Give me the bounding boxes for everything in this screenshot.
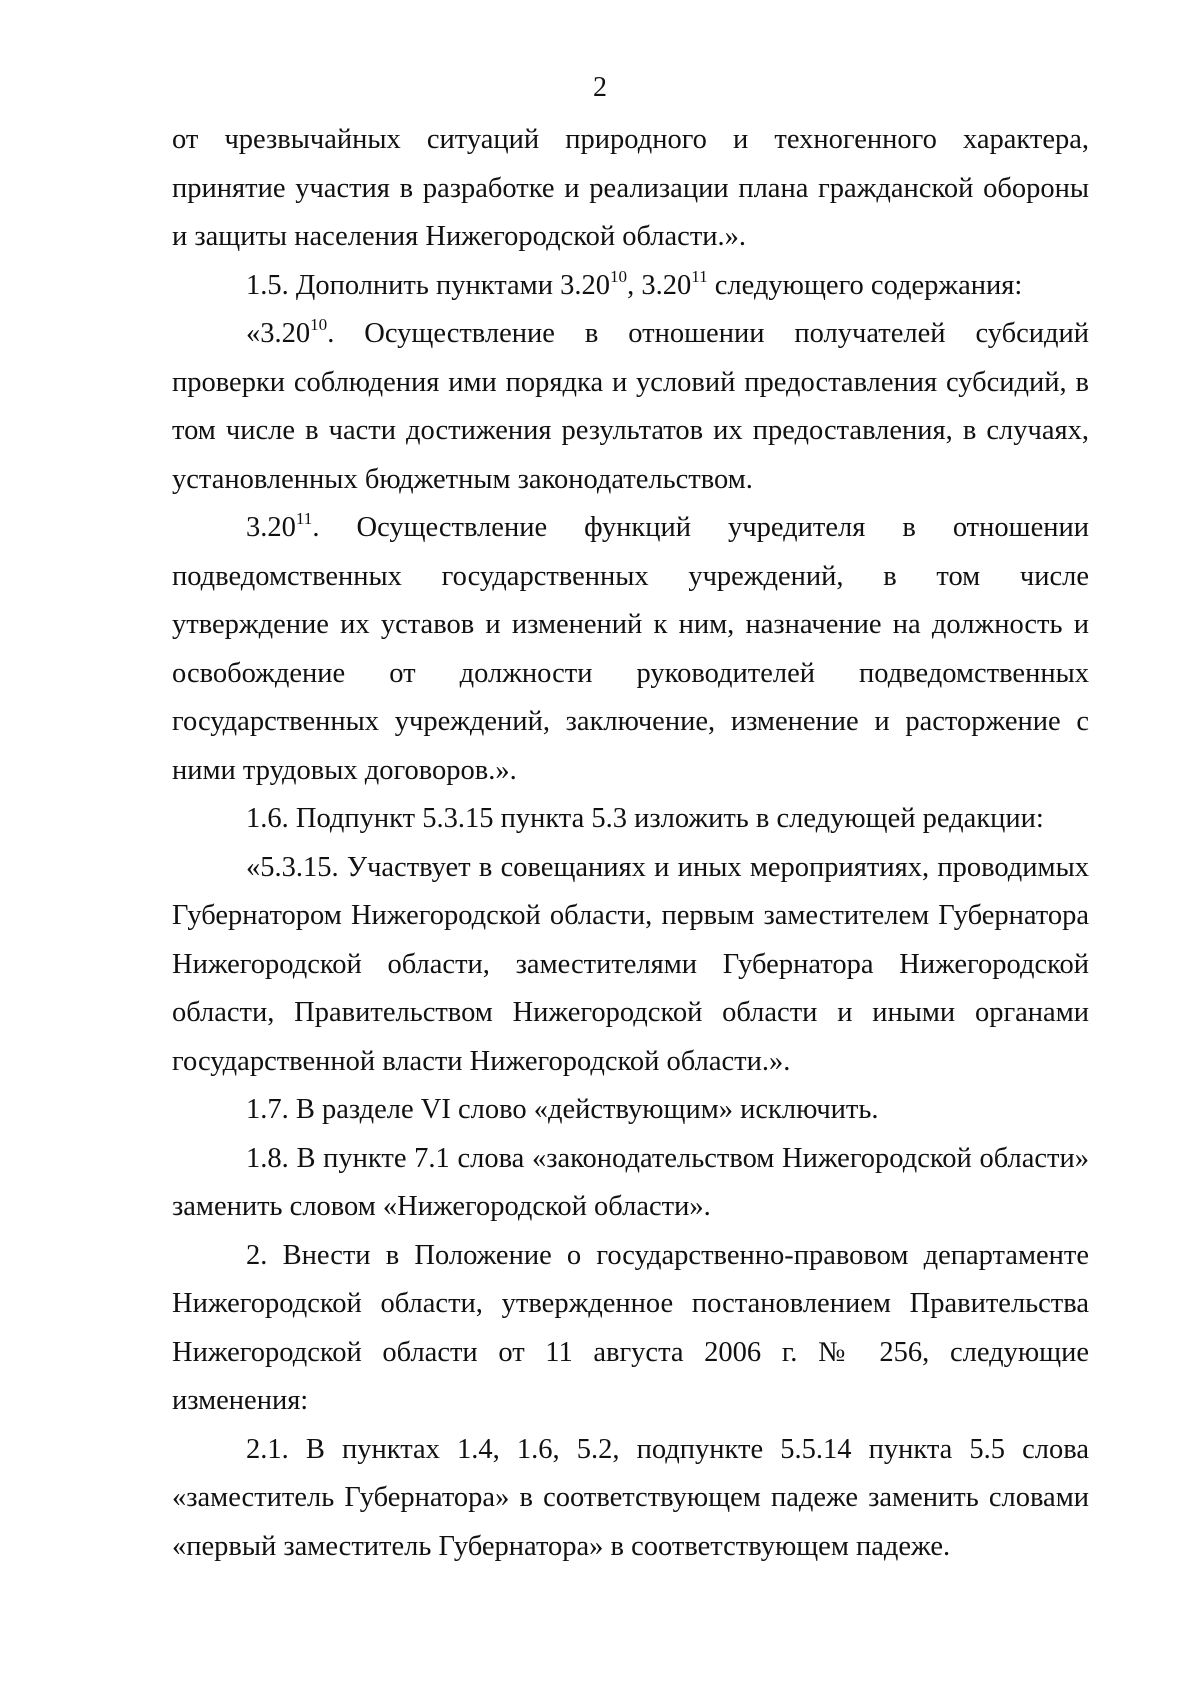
paragraph-2-1: 2.1. В пунктах 1.4, 1.6, 5.2, подпункте 5.5.14 пункта 5.5 слова «заместитель Губернатора» в соответствующем падеже заменить словами «первый заместитель Губернатора» в соответствующем падеже. [172, 1433, 1089, 1562]
paragraph-continuation: от чрезвычайных ситуаций природного и техногенного характера, принятие участия в разработке и реализации плана гражданской обороны и защиты населения Нижегородской области.». [172, 124, 1089, 252]
paragraph-1-5-text-b: , 3.20 [627, 269, 692, 301]
paragraph-3-20-10-text-a: «3.20 [246, 318, 311, 349]
paragraph-3-20-11-text-b: . Осуществление функций учредителя в отношении подведомственных государственных учреждений, в том числе утверждение их уставов и изменений к ним, назначение на должность и освобождение от должности руководителей подведомственных государственных учреждений, заключение, изменение и расторжение с ними трудовых договоров.». [172, 512, 1089, 786]
paragraph-3-20-11-text-a: 3.20 [246, 512, 296, 543]
page-number: 2 [593, 72, 607, 103]
paragraph-3-20-10-text-b: . Осуществление в отношении получателей субсидий проверки соблюдения ими порядка и условий предоставления субсидий, в том числе в части достижения результатов их предоставления, в случаях, установленных бюджетным законодательством. [172, 318, 1089, 495]
paragraph-5-3-15: «5.3.15. Участвует в совещаниях и иных мероприятиях, проводимых Губернатором Нижегородской области, первым заместителем Губернатора Нижегородской области, заместителями Губернатора Нижегородской области, Правительством Нижегородской области и иными органами государственной власти Нижегородской области.». [172, 851, 1089, 1077]
paragraph-1-7: 1.7. В разделе VI слово «действующим» исключить. [246, 1094, 879, 1125]
superscript-10: 10 [609, 266, 628, 286]
document-body [172, 116, 1089, 1571]
paragraph-2: 2. Внести в Положение о государственно-правовом департаменте Нижегородской области, утвержденное постановлением Правительства Нижегородской области от 11 августа 2006 г. № 256, следующие изменения: [172, 1239, 1089, 1416]
paragraph-1-6: 1.6. Подпункт 5.3.15 пункта 5.3 изложить в следующей редакции: [246, 803, 1044, 834]
superscript-10: 10 [310, 315, 328, 335]
superscript-11: 11 [691, 266, 708, 286]
paragraph-3-20-11 [172, 504, 1089, 795]
paragraph-1-5-text-a: 1.5. Дополнить пунктами 3.20 [246, 269, 610, 301]
paragraph-1-5 [172, 262, 1089, 311]
paragraph-3-20-10 [172, 310, 1089, 504]
superscript-11: 11 [295, 509, 313, 529]
paragraph-1-8: 1.8. В пункте 7.1 слова «законодательством Нижегородской области» заменить словом «Нижегородской области». [172, 1142, 1089, 1222]
paragraph-1-5-text-c: следующего содержания: [707, 269, 1023, 301]
